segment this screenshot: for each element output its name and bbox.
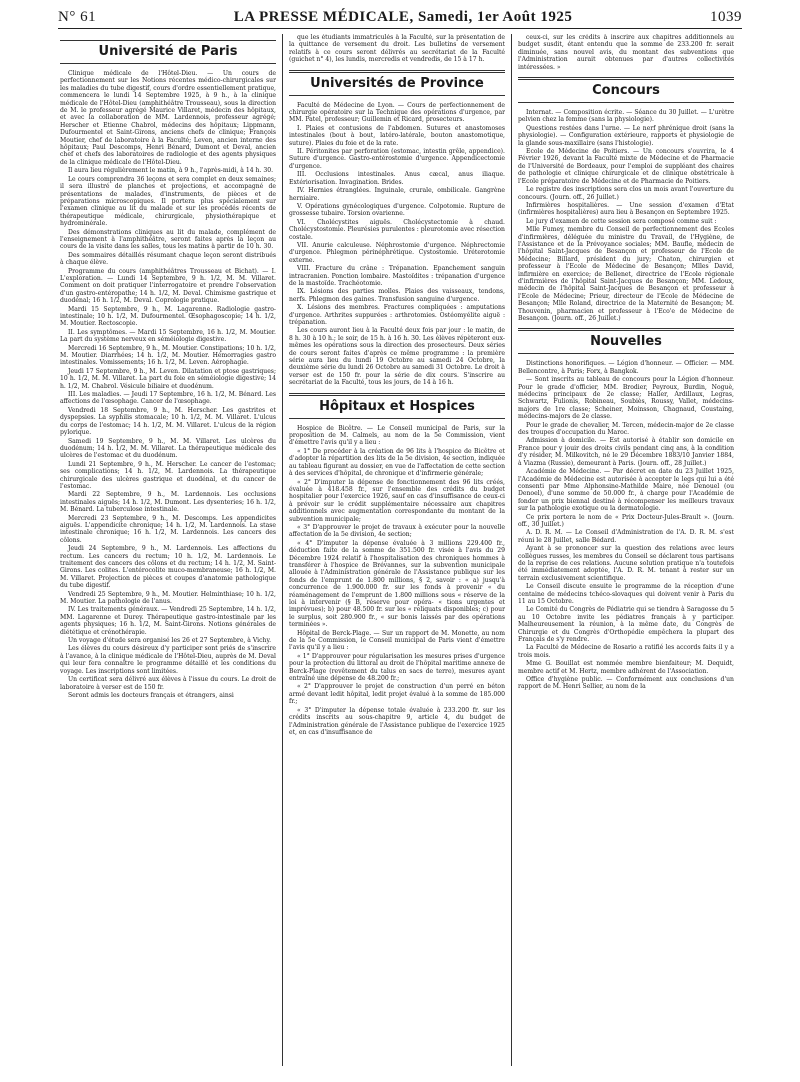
paragraph: Le Comité du Congrès de Pédiatrie qui se tiendra à Saragosse du 5 au 10 Octobre invite les pédiatres français à y participer. Malheureusement la réunion, à la même date, du Congrès de Chirurgie et du Congrès d'Orthopédie empêchera la plupart des Français de s'y rendre. xyxy=(518,606,734,644)
section-title: Concours xyxy=(518,77,734,103)
section-title: Universités de Province xyxy=(289,70,505,96)
paragraph: Mercredi 23 Septembre, 9 h., M. Descomps. Les appendicites aiguës. L'appendicite chronique; 14 h. 1/2, M. Lardennois. La stase intestinale chronique; 16 h. 1/2, M. Lardennois. Les cancers des côlons. xyxy=(60,514,276,544)
paragraph: Le Conseil discute ensuite le programme de la réception d'une centaine de médecins tchéco-slovaques qui doivent venir à Paris du 11 au 15 Octobre. xyxy=(518,583,734,605)
paragraph: Hôpital de Berck-Plage. — Sur un rapport de M. Monette, au nom de la 5e Commission, le Conseil municipal de Paris vient d'émettre l'avis qu'il y a lieu : xyxy=(289,629,505,652)
paragraph: Académie de Médecine. — Par décret en date du 23 Juillet 1925, l'Académie de Médecine est autorisée à accepter le legs qui lui a été consenti par Mme Alphonsine-Mathilde Maire, née Denouel (ou Denoel), d'une somme de 50.000 fr., à charge pour l'Académie de fonder un prix biennal destiné à récompenser les meilleurs travaux sur la pathologie exotique ou la dermatologie. xyxy=(518,468,734,513)
paragraph: VI. Cholécystites aiguës. Cholécystectomie à chaud. Cholécystostomie. Pleurésies purulentes : pleurotomie avec résection costale. xyxy=(289,218,505,241)
paragraph: « 1° De procéder à la création de 96 lits à l'hospice de Bicêtre et d'adopter la répartition des lits de la 5e division, 4e section, indiquée au tableau figurant au dossier, en vue de l'affectation de cette section à des services d'hôpital, de chronique et d'infirmerie générale; xyxy=(289,447,505,478)
column-3 xyxy=(518,34,734,1068)
paragraph: Un certificat sera délivré aux élèves à l'issue du cours. Le droit de laboratoire à verser est de 150 fr. xyxy=(60,676,276,691)
paragraph: Mlle Fumey, membre du Conseil de perfectionnement des Ecoles d'infirmières, déléguée du ministre du Travail, de l'Hygiène, de l'Assistance et de la Prévoyance sociales; MM. Baufle, médecin de l'hôpital Saint-Jacques de Besançon et professeur de l'Ecole de Médecine; Billard, président du jury; Chaton, chirurgien et professeur à l'Ecole de Médecine de Besançon; Mlles David, infirmière en exercice; de Bellenet, directrice de l'Ecole régionale d'infirmières de l'hôpital Saint-Jacques de Besançon; MM. Ledoux, médecin de l'hôpital Saint-Jacques de Besançon et professeur à l'Ecole de Médecine; Prieur, directeur de l'Ecole de Médecine de Besançon; Mlle Roland, directrice de la Maternité de Besançon; M. Thouvenin, pharmacien et professeur à l'Eco'e de Médecine de Besançon. (Journ. off., 26 Juillet.) xyxy=(518,226,734,322)
journal-title: LA PRESSE MÉDICALE, Samedi, 1er Août 1925 xyxy=(233,8,573,25)
paragraph: Il aura lieu régulièrement le matin, à 9 h., l'après-midi, à 14 h. 30. xyxy=(68,167,274,175)
paragraph: Le cours comprendra 36 leçons et sera complet en deux semaines; il sera illustré de planches et projections, et accompagné de présentations de malades, d'instruments, de pièces et de préparations microscopiques. Il portera plus spécialement sur l'examen clinique au lit du malade et sur les procédés récents de thérapeutique médicale, chirurgicale, physiothérapique et hydrominérale. xyxy=(60,175,276,228)
paragraph: ceux-ci, sur les crédits à inscrire aux chapitres additionnels au budget susdit, étant entendu que la somme de 233.200 fr. serait diminuée, sans nouvel avis, du montant des subventions que l'Administration aurait obtenues par d'autres collectivités intéressées. » xyxy=(518,34,734,71)
section-title: Université de Paris xyxy=(60,40,276,64)
paragraph: Mme G. Bouillat est nommée membre bienfaiteur; M. Dequidt, membre actif et M. Hertz, membre adhérent de l'Association. xyxy=(518,660,734,675)
paragraph: La Faculté de Médecine de Rosario a ratifié les accords faits il y a trois mois. xyxy=(518,644,734,659)
column-divider xyxy=(282,34,283,1066)
paragraph: Les cours auront lieu à la Faculté deux fois par jour : le matin, de 8 h. 30 à 10 h.; le soir, de 15 h. à 16 h. 30. Les élèves répèteront eux-mêmes les opérations sous la direction des prosecteurs. Deux séries de cours seront faites d'après ce même programme : la première série aura lieu du lundi 19 Octobre au samedi 24 Octobre, la deuxième série du lundi 26 Octobre au samedi 31 Octobre. Le droit à verser est de 150 fr. pour la série de dix cours. S'inscrire au secrétariat de la Faculté, tous les jours, de 14 à 16 h. xyxy=(289,327,505,387)
paragraph: Mercredi 16 Septembre, 9 h., M. Moutier. Constipations; 10 h. 1/2, M. Moutier. Diarrhées; 14 h. 1/2, M. Moutier. Hémorragies gastro intestinales. Vomissements; 16 h. 1/2, M. Leven. Aérophagie. xyxy=(60,344,276,367)
paragraph: Pour le grade de chevalier, M. Tercen, médecin-major de 2e classe des troupes d'occupation du Maroc. xyxy=(518,421,734,437)
paragraph: Un voyage d'étude sera organisé les 26 et 27 Septembre, à Vichy. xyxy=(68,637,272,645)
paragraph: X. Lésions des membres. Fractures compliquées : amputations d'urgence. Arthrites suppurées : arthrotomies. Ostéomyélite aiguë : trépanation. xyxy=(289,304,505,326)
paragraph: Faculté de Médecine de Lyon. — Cours de perfectionnement de chirurgie opératoire sur la Technique des opérations d'urgence, par MM. Patel, professeur; Guillemin et Ricard, prosecteurs. xyxy=(289,101,505,124)
paragraph: Admission à domicile. — Est autorisé à établir son domicile en France pour y jouir des droits civils pendant cinq ans, à la condition d'y résider, M. Milkovitch, né le 29 Décembre 1883/10 Janvier 1884, à Viazma (Russie), demeurant à Paris. (Journ. off., 28 Juillet.) xyxy=(518,437,734,467)
page-number: 1039 xyxy=(709,8,742,25)
paragraph: Mardi 22 Septembre, 9 h., M. Lardennois. Les occlusions intestinales aiguës; 14 h. 1/2, M. Dumont. Les dysenteries; 16 h. 1/2, M. Bénard. La tuberculose intestinale. xyxy=(60,491,276,514)
paragraph: Internat. — Composition écrite. — Séance du 30 Juillet. — L'urètre pelvien chez la femme (sans la physiologie). xyxy=(518,109,734,124)
paragraph: « 2° D'approuver le projet de construction d'un perré en béton armé devant ledit hôpital, ledit projet évalué à la somme de 185.000 fr.; xyxy=(289,683,505,706)
paragraph: IV. Hernies étranglées. Inguinale, crurale, ombilicale. Gangrène herniaire. xyxy=(289,187,505,202)
paragraph: Des sommaires détaillés résumant chaque leçon seront distribués à chaque élève. xyxy=(60,251,276,267)
paragraph: Jeudi 17 Septembre, 9 h., M. Leven. Dilatation et ptose gastriques; 10 h. 1/2, M. M. Villaret. La part du foie en séméiologie digestive; 14 h. 1/2, M. Chabrol. Vésicule biliaire et duodénum. xyxy=(60,367,276,390)
issue-number: N° 61 xyxy=(58,8,97,25)
paragraph: Office d'hygiène public. — Conformément aux conclusions d'un rapport de M. Henri Sellier, au nom de la xyxy=(518,676,734,691)
header-rule xyxy=(58,28,742,29)
paragraph: Vendredi 25 Septembre, 9 h., M. Moutier. Helminthiase; 10 h. 1/2, M. Moutier. La pathologie de l'anus. xyxy=(60,590,276,606)
paragraph: I. Plaies et contusions de l'abdomen. Sutures et anastomoses intestinales (bout à bout, latéro-latérale, bouton anastomotique, suture). Plaies du foie et de la rate. xyxy=(289,124,505,147)
paragraph: Hospice de Bicêtre. — Le Conseil municipal de Paris, sur la proposition de M. Calmels, au nom de la 5e Commission, vient d'émettre l'avis qu'il y a lieu : xyxy=(289,424,505,447)
paragraph: VII. Anurie calculeuse. Néphrostomie d'urgence. Néphrectomie d'urgence. Phlegmon périnéphrétique. Cystostomie. Uréterotomie externe. xyxy=(289,241,505,264)
paragraph: « 1° D'approuver pour régularisation les mesures prises d'urgence pour la protection du littoral au droit de l'hôpital maritime annexe de Berck-Plage (revêtement du talus en sacs de terre), mesures ayant entraîné une dépense de 48.200 fr.; xyxy=(289,652,505,683)
paragraph: Infirmières hospitalières. — Une session d'examen d'Etat (infirmières hospitalières) aura lieu à Besançon en Septembre 1925. xyxy=(518,201,734,217)
paragraph: « 3° D'approuver le projet de travaux à exécuter pour la nouvelle affectation de la 5e division, 4e section; xyxy=(289,523,505,539)
paragraph: II. Les symptômes. — Mardi 15 Septembre, 16 h. 1/2, M. Moutier. La part du système nerveux en séméiologie digestive. xyxy=(60,328,276,344)
paragraph: Samedi 19 Septembre, 9 h., M. M. Villaret. Les ulcères du duodénum; 14 h. 1/2, M. M. Villaret. La thérapeutique médicale des ulcères de l'estomac et du duodénum. xyxy=(60,437,276,460)
paragraph: Ayant à se prononcer sur la question des relations avec leurs collègues russes, les membres du Conseil se déclarent tous partisans de la reprise de ces relations. Aucune solution pratique n'a toutefois été immédiatement adoptée, l'A. D. R. M. tenant à rester sur un terrain exclusivement scientifique. xyxy=(518,545,734,582)
column-2 xyxy=(289,34,505,1068)
paragraph: « 4° D'imputer la dépense évaluée à 3 millions 229.400 fr., déduction faite de la somme de 351.500 fr. visée à l'avis du 29 Décembre 1924 relatif à l'hospitalisation des chroniques hommes à transférer à l'hospice de Brévannes, sur la subvention municipale allouée à l'Administration générale de l'Assistance publique sur les fonds de l'emprunt de 1.800 millions, § 2, savoir : « a) jusqu'à concurrence de 1.900.000 fr. sur les fonds à provenir « du réaménagement de l'emprunt de 1.800 millions sous « réserve de la loi à intervenir (§ B, réserve pour opéra- « tions urgentes et imprévues); b) pour 48.500 fr. sur les « reliquats disponibles; c) pour le surplus, soit 280.900 fr., « sur bonis laissés par des opérations terminées ». xyxy=(289,539,505,629)
paragraph: Le jury d'examen de cette session sera composé comme suit : xyxy=(526,217,717,225)
paragraph: — Sont inscrits au tableau de concours pour la Légion d'honneur. Pour le grade d'officier, MM. Brodier, Peyroux, Burdin, Noguè, médecins principaux de 2e classe; Haller, Ardillaux, Legras, Schwartz, Fulionis, Robineau, Soubiès, Roussy, Vallet, médecins-majors de 1re classe; Scheiner, Moinsson, Chagnaud, Coustaing, médecins-majors de 2e classe. xyxy=(518,376,734,421)
paragraph: Mardi 15 Septembre, 9 h., M. Lagarenne. Radiologie gastro-intestinale; 10 h. 1/2, M. Dufourmentel. Œsophagoscopie; 14 h. 1/2, M. Moutier. Rectoscopie. xyxy=(60,305,276,328)
page-header xyxy=(58,6,742,28)
paragraph: III. Occlusions intestinales. Anus cæcal, anus iliaque. Extériorisation. Invagination. Brides. xyxy=(289,171,505,186)
column-divider xyxy=(511,34,512,1066)
paragraph: Jeudi 24 Septembre, 9 h., M. Lardennois. Les affections du rectum. Les cancers du rectum; 10 h. 1/2, M. Lardennois. Le traitement des cancers des côlons et du rectum; 14 h. 1/2, M. Saint-Girons. Les colites. L'entérocolite muco-membraneuse; 16 h. 1/2, M. M. Villaret. Projection de pièces et coupes d'anatomie pathologique du tube digestif. xyxy=(60,545,276,590)
paragraph: VIII. Fracture du crâne : Trépanation. Epanchement sanguin intracranien. Ponction lombaire. Mastoïdites : trépanation d'urgence de la mastoïde. Trachéotomie. xyxy=(289,265,505,287)
paragraph: Ce prix portera le nom de « Prix Docteur-Jules-Brault ». (Journ. off., 30 Juillet.) xyxy=(518,513,734,528)
paragraph: A. D. R. M. — Le Conseil d'Administration de l'A. D. R. M. s'est réuni le 28 Juillet, salle Bédard. xyxy=(518,529,734,544)
paragraph: II. Péritonites par perforation (estomac, intestin grêle, appendice). Suture d'urgence. Gastro-entérostomie d'urgence. Appendicectomie d'urgence. xyxy=(289,148,505,170)
paragraph: Distinctions honorifiques. — Légion d'honneur. — Officier. — MM. Bellencontre, à Paris; Forx, à Bangkok. xyxy=(518,360,734,375)
paragraph: IV. Les traitements généraux. — Vendredi 25 Septembre, 14 h. 1/2, MM. Lagarenne et Durey. Thérapeutique gastro-intestinale par les agents physiques; 16 h. 1/2, M. Saint-Girons. Notions générales de diététique et crénothérapie. xyxy=(60,606,276,636)
paragraph: « 3° D'imputer la dépense totale évaluée à 233.200 fr. sur les crédits inscrits au sous-chapitre 9, article 4, du budget de l'Administration générale de l'Assistance publique de l'exercice 1925 et, en cas d'insuffisance de xyxy=(289,706,505,736)
paragraph: Questions restées dans l'urne. — Le nerf phrénique droit (sans la physiologie). — Configuration extérieure, rapports et physiologie de la glande sous-maxillaire (sans l'histologie). xyxy=(518,124,734,147)
paragraph: III. Les maladies. — Jeudi 17 Septembre, 16 h. 1/2, M. Bénard. Les affections de l'œsophage. Cancer de l'œsophage. xyxy=(60,391,276,406)
paragraph: V. Opérations gynécologiques d'urgence. Colpotomie. Rupture de grossesse tubaire. Torsion ovarienne. xyxy=(289,202,505,218)
section-title: Nouvelles xyxy=(518,328,734,354)
paragraph: Des démonstrations cliniques au lit du malade, complément de l'enseignement à l'amphithéâtre, seront faites après la leçon au cours de la visite dans les salles, tous les matins à partir de 10 h. 30. xyxy=(60,228,276,251)
paragraph: Le registre des inscriptions sera clos un mois avant l'ouverture du concours. (Journ. off., 26 Juillet.) xyxy=(518,186,734,201)
paragraph: que les étudiants immatriculés à la Faculté, sur la présentation de la quittance de versement du droit. Les bulletins de versement relatifs à ce cours seront délivrés au secrétariat de la Faculté (guichet n° 4), les lundis, mercredis et vendredis, de 15 à 17 h. xyxy=(289,34,505,64)
paragraph: Seront admis les docteurs français et étrangers, ainsi xyxy=(68,691,234,699)
paragraph: Clinique médicale de l'Hôtel-Dieu. — Un cours de perfectionnement sur les Notions récentes médico-chirurgicales sur les maladies du tube digestif, cours d'ordre essentiellement pratique, commencera le lundi 14 Septembre 1925, à 9 h., à la clinique médicale de l'Hôtel-Dieu (amphithéâtre Trousseau), sous la direction de M. le professeur agrégé Maurice Villaret, médecin des hôpitaux, et avec la collaboration de MM. Lardennois, professeur agrégé; Herscher et Etienne Chabrol, médecins des hôpitaux; Lippmann, Dufourmentel et Saint-Girons, anciens chefs de clinique; François Moutier, chef de laboratoire à la Faculté; Leven, ancien interne des hôpitaux; Paul Descomps, Henri Bénard, Dumont et Deval, ancien chef et chefs des laboratoires de radiologie et des agents physiques de la clinique médicale de l'Hôtel-Dieu. xyxy=(60,70,276,166)
column-1 xyxy=(60,34,276,1068)
section-title: Hôpitaux et Hospices xyxy=(289,393,505,419)
paragraph: Vendredi 18 Septembre, 9 h., M. Herscher. Les gastrites et dyspepsies. La syphilis stomacale; 10 h. 1/2, M. M. Villaret. L'ulcus du corps de l'estomac; 14 h. 1/2, M. M. Villaret. L'ulcus de la région pylorique. xyxy=(60,406,276,437)
paragraph: IX. Lésions des parties molles. Plaies des vaisseaux, tendons, nerfs. Phlegmon des gaines. Transfusion sanguine d'urgence. xyxy=(289,288,505,303)
paragraph: Ecole de Médecine de Poitiers. — Un concours s'ouvrira, le 4 Février 1926, devant la Faculté mixte de Médecine et de Pharmacie de l'Université de Bordeaux, pour l'emploi de suppléant des chaires de pathologie et clinique chirurgicale et de clinique obstétricale à l'Ecole préparatoire de Médecine et de Pharmacie de Poitiers. xyxy=(518,148,734,185)
paragraph: Programme du cours (amphithéâtres Trousseau et Bichat). — I. L'exploration. — Lundi 14 Septembre, 9 h. 1/2, M. M. Villaret. Comment on doit pratiquer l'interrogatoire et prendre l'observation d'un gastro-entéropathe; 14 h. 1/2, M. Deval. Chimisme gastrique et duodénal; 16 h. 1/2, M. Deval. Coprologie pratique. xyxy=(60,267,276,305)
paragraph: Les élèves du cours désireux d'y participer sont priés de s'inscrire à l'avance, à la clinique médicale de l'Hôtel-Dieu, auprès de M. Deval qui leur fera connaître le programme détaillé et les conditions du voyage. Les inscriptions sont limitées. xyxy=(60,645,276,675)
paragraph: Lundi 21 Septembre, 9 h., M. Herscher. Le cancer de l'estomac; ses complications; 14 h. 1/2, M. Lardennois. La thérapeutique chirurgicale des ulcères gastrique et duodénal, et du cancer de l'estomac. xyxy=(60,460,276,490)
paragraph: « 2° D'imputer la dépense de fonctionnement des 96 lits créés, évaluée à 418.458 fr., sur l'ensemble des crédits du budget hospitalier pour l'exercice 1926, sauf en cas d'insuffisance de ceux-ci à prévoir sur le crédit supplémentaire nécessaire aux chapitres additionnels avec augmentation correspondante du montant de la subvention municipale; xyxy=(289,478,505,523)
